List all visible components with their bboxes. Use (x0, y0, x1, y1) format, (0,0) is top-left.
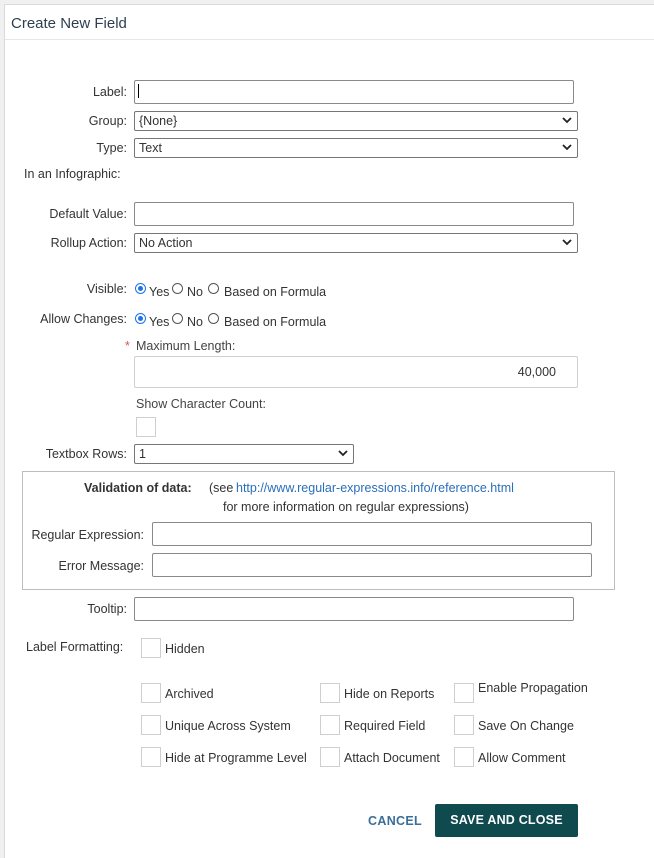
chevron-down-icon (337, 447, 349, 459)
show-char-count-label: Show Character Count: (136, 397, 266, 411)
visible-label: Visible: (86, 282, 127, 296)
visible-formula-radio[interactable] (208, 283, 219, 294)
show-char-count-checkbox[interactable] (136, 417, 156, 437)
regex-reference-link[interactable]: http://www.regular-expressions.info/reference.html (236, 481, 514, 495)
regex-input[interactable] (152, 522, 592, 546)
attach-document-checkbox[interactable] (320, 747, 340, 767)
archived-checkbox[interactable] (141, 683, 161, 703)
allow-changes-formula-radio[interactable] (208, 313, 219, 324)
infographic-label: In an Infographic: (24, 167, 121, 181)
visible-formula-label: Based on Formula (224, 285, 327, 299)
label-formatting-label: Label Formatting: (26, 640, 124, 654)
create-field-dialog (4, 4, 654, 858)
hidden-label: Hidden (165, 642, 205, 656)
cancel-button[interactable]: CANCEL (368, 814, 422, 828)
text-caret (138, 84, 139, 98)
tooltip-input[interactable] (134, 597, 574, 621)
label-input[interactable] (134, 80, 574, 104)
allow-comment-checkbox[interactable] (454, 747, 474, 767)
default-value-label: Default Value: (49, 207, 127, 221)
validation-see-text: (see (209, 481, 234, 495)
unique-across-system-label: Unique Across System (165, 719, 291, 733)
hide-at-programme-level-label: Hide at Programme Level (165, 751, 307, 765)
attach-document-label: Attach Document (344, 751, 440, 765)
validation-more-info: for more information on regular expressions) (223, 500, 469, 514)
enable-propagation-checkbox[interactable] (454, 683, 474, 703)
chevron-down-icon (561, 114, 573, 126)
max-length-label: Maximum Length: (136, 339, 236, 353)
textbox-rows-label: Textbox Rows: (45, 447, 127, 461)
hide-at-programme-level-checkbox[interactable] (141, 747, 161, 767)
unique-across-system-checkbox[interactable] (141, 715, 161, 735)
group-select[interactable]: {None} (134, 111, 578, 131)
allow-changes-formula-label: Based on Formula (224, 315, 327, 329)
error-message-input[interactable] (152, 553, 592, 577)
regex-label: Regular Expression: (31, 528, 144, 542)
type-label: Type: (96, 141, 127, 155)
validation-heading: Validation of data: (84, 481, 192, 495)
visible-yes-label: Yes (149, 285, 170, 299)
default-value-input[interactable] (134, 202, 574, 226)
required-asterisk: * (125, 339, 130, 353)
visible-yes-radio[interactable] (135, 283, 146, 294)
enable-propagation-label: Enable Propagation (478, 681, 588, 695)
title-divider (5, 39, 654, 40)
archived-label: Archived (165, 687, 214, 701)
save-on-change-checkbox[interactable] (454, 715, 474, 735)
allow-changes-label: Allow Changes: (40, 312, 127, 326)
required-field-checkbox[interactable] (320, 715, 340, 735)
label-field-label: Label: (92, 85, 127, 99)
required-field-label: Required Field (344, 719, 426, 733)
save-and-close-button[interactable]: SAVE AND CLOSE (435, 804, 578, 837)
group-label: Group: (88, 114, 127, 128)
rollup-action-select[interactable]: No Action (134, 233, 578, 253)
textbox-rows-select[interactable]: 1 (134, 444, 354, 464)
visible-no-label: No (187, 285, 203, 299)
allow-changes-no-label: No (187, 315, 203, 329)
save-on-change-label: Save On Change (478, 719, 574, 733)
rollup-action-label: Rollup Action: (50, 236, 127, 250)
visible-no-radio[interactable] (172, 283, 183, 294)
error-message-label: Error Message: (58, 559, 144, 573)
chevron-down-icon (561, 141, 573, 153)
dialog-title: Create New Field (11, 15, 127, 32)
allow-changes-no-radio[interactable] (172, 313, 183, 324)
hidden-checkbox[interactable] (141, 638, 161, 658)
allow-comment-label: Allow Comment (478, 751, 566, 765)
allow-changes-yes-label: Yes (149, 315, 170, 329)
type-select[interactable]: Text (134, 138, 578, 158)
hide-on-reports-checkbox[interactable] (320, 683, 340, 703)
tooltip-label: Tooltip: (87, 602, 127, 616)
allow-changes-yes-radio[interactable] (135, 313, 146, 324)
chevron-down-icon (561, 236, 573, 248)
max-length-input[interactable]: 40,000 (134, 356, 578, 388)
hide-on-reports-label: Hide on Reports (344, 687, 435, 701)
